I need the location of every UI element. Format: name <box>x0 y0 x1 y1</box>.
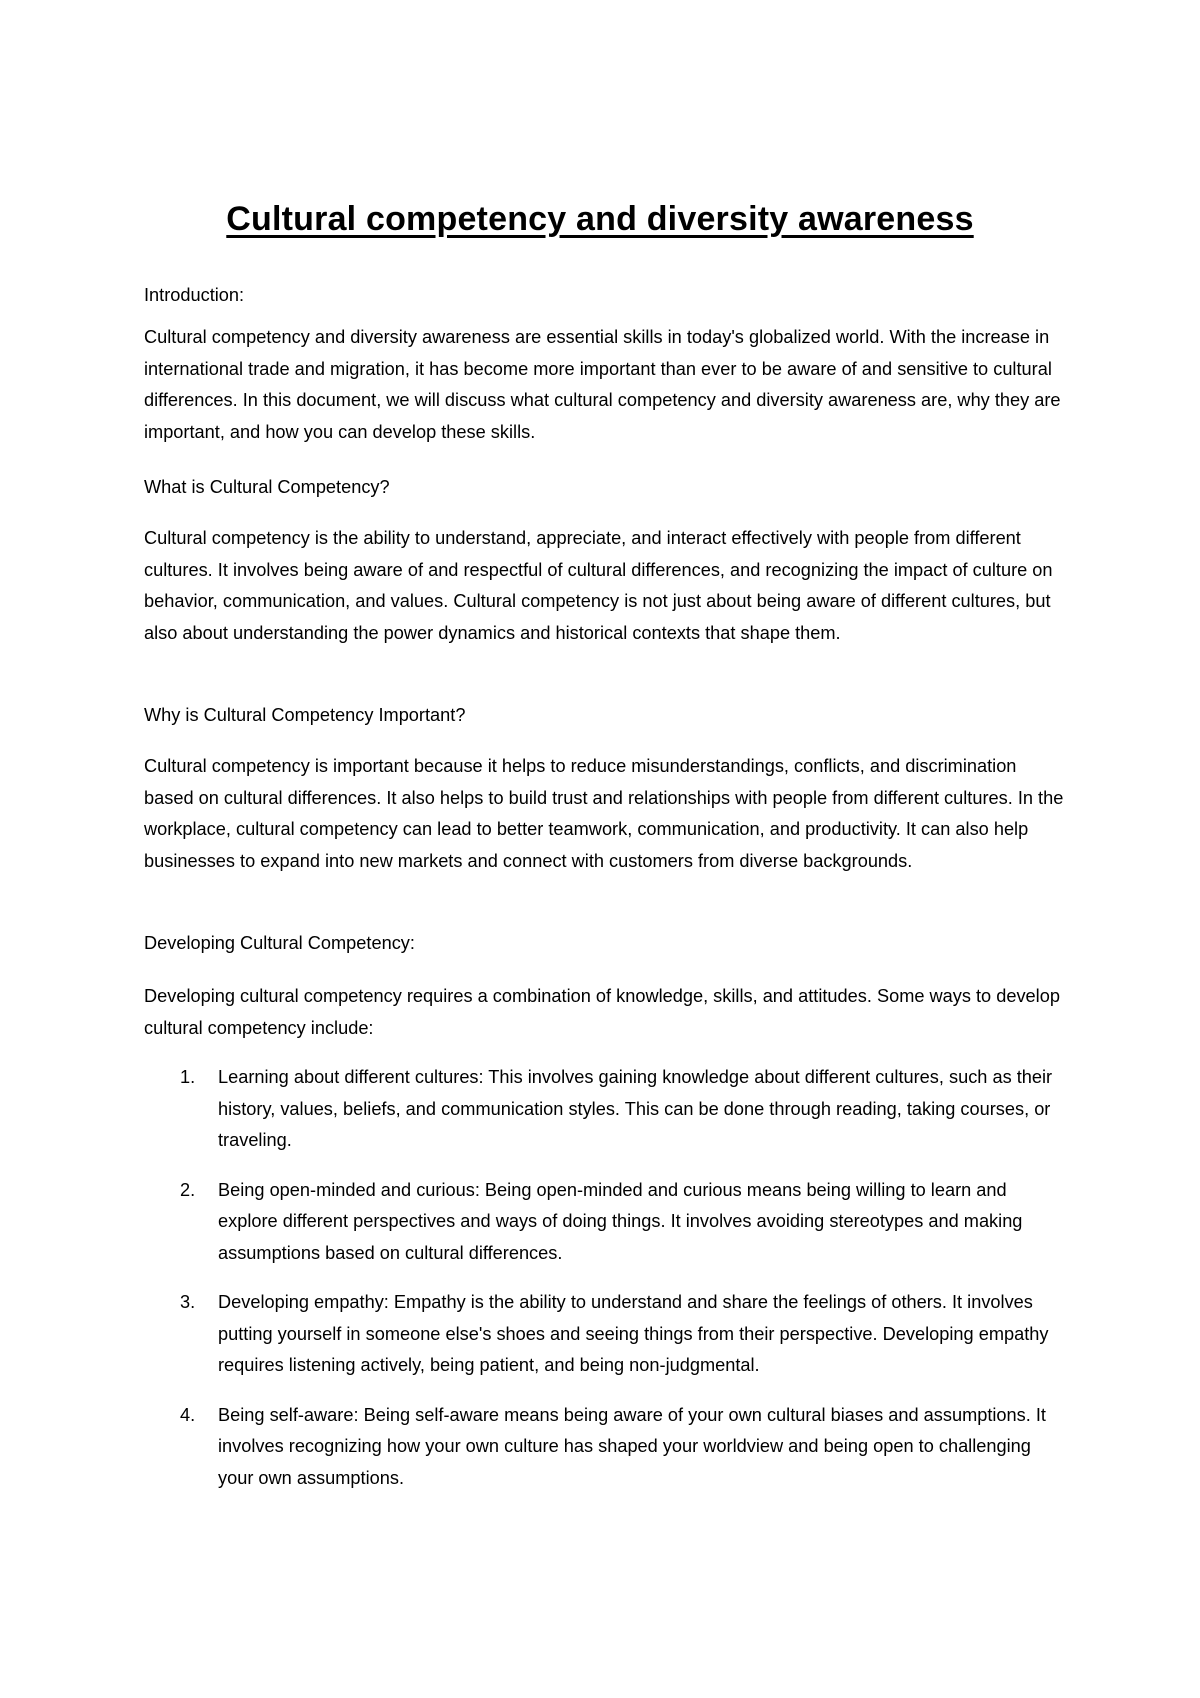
intro-heading: Introduction: <box>144 285 245 305</box>
list-item-number: 2. <box>180 1179 196 1200</box>
list-item <box>144 1062 1064 1157</box>
developing-paragraph: Developing cultural competency requires a combination of knowledge, skills, and attitudes. Some ways to develop cultural competency include: <box>144 986 1060 1038</box>
intro-paragraph: Cultural competency and diversity awareness are essential skills in today's globalized world. With the increase in international trade and migration, it has become more important than ever to be aware of and sensitive to cultural differences. In this document, we will discuss what cultural competency and diversity awareness are, why they are important, and how you can develop these skills. <box>144 327 1061 442</box>
list-item-text: Being self-aware: Being self-aware means being aware of your own cultural biases and assumptions. It involves recognizing how your own culture has shaped your worldview and being open to challenging your own assumptions. <box>218 1404 1046 1488</box>
list-item-text: Being open-minded and curious: Being open-minded and curious means being willing to learn and explore different perspectives and ways of doing things. It involves avoiding stereotypes and making assumptions based on cultural differences. <box>218 1179 1023 1263</box>
list-item-text: Learning about different cultures: This involves gaining knowledge about different cultures, such as their history, values, beliefs, and communication styles. This can be done through reading, taking courses, or traveling. <box>218 1067 1053 1150</box>
document-title: Cultural competency and diversity awareness <box>226 200 974 238</box>
list-item <box>144 1287 1064 1382</box>
why-paragraph: Cultural competency is important because it helps to reduce misunderstandings, conflicts, and discrimination based on cultural differences. It also helps to build trust and relationships with people from different cultures. In the workplace, cultural competency can lead to better teamwork, communication, and productivity. It can also help businesses to expand into new markets and connect with customers from diverse backgrounds. <box>144 756 1064 871</box>
list-item-number: 4. <box>180 1404 196 1425</box>
what-heading: What is Cultural Competency? <box>144 477 390 497</box>
list-item-text: Developing empathy: Empathy is the ability to understand and share the feelings of others. It involves putting yourself in someone else's shoes and seeing things from their perspective. Developing empathy requires listening actively, being patient, and being non-judgmental. <box>218 1292 1049 1375</box>
list-item <box>144 1400 1064 1495</box>
list-item-number: 3. <box>180 1292 196 1312</box>
developing-heading: Developing Cultural Competency: <box>144 933 415 953</box>
list-item <box>144 1175 1064 1270</box>
what-paragraph: Cultural competency is the ability to understand, appreciate, and interact effectively with people from different cultures. It involves being aware of and respectful of cultural differences, and recognizing the impact of culture on behavior, communication, and values. Cultural competency is not just about being aware of different cultures, but also about understanding the power dynamics and historical contexts that shape them. <box>144 528 1053 643</box>
ways-list <box>144 1062 1064 1512</box>
why-heading: Why is Cultural Competency Important? <box>144 705 466 725</box>
list-item-number: 1. <box>180 1067 196 1087</box>
